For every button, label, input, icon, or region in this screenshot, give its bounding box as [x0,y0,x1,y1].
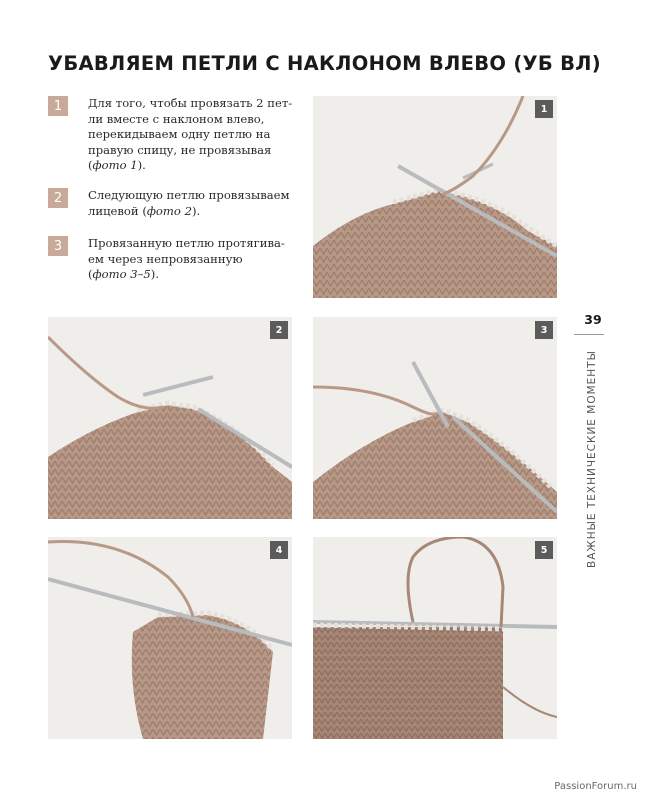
step-text: Провязанную петлю протягива- ем через непровязанную (фото 3–5). [88,236,285,281]
photo-ref: фото 3–5 [92,267,151,281]
step-text: Для того, чтобы провязать 2 пет- ли вместе с наклоном влево, перекидываем одну петлю на правую спицу, не провязывая (фото 1). [88,96,293,172]
photo-badge: 1 [535,100,553,118]
knitting-photo-3 [313,317,557,519]
knitting-photo-5 [313,537,557,739]
page-title: УБАВЛЯЕМ ПЕТЛИ С НАКЛОНОМ ВЛЕВО (УБ ВЛ) [48,52,602,75]
knitting-photo-1 [313,96,557,298]
photo-badge: 3 [535,321,553,339]
photo-badge: 2 [270,321,288,339]
photo-badge: 5 [535,541,553,559]
step-number: 1 [48,96,68,116]
step-number: 2 [48,188,68,208]
knitting-photo-2 [48,317,292,519]
section-side-label: ВАЖНЫЕ ТЕХНИЧЕСКИЕ МОМЕНТЫ [586,350,598,568]
page-number-rule [574,334,604,335]
footer-watermark: PassionForum.ru [554,781,637,792]
step-number: 3 [48,236,68,256]
step-text: Следующую петлю провязываем лицевой (фото 2). [88,188,290,218]
knitting-photo-4 [48,537,292,739]
page-number: 39 [584,312,602,327]
photo-ref: фото 2 [146,203,192,218]
photo-ref: фото 1 [92,158,138,172]
photo-badge: 4 [270,541,288,559]
